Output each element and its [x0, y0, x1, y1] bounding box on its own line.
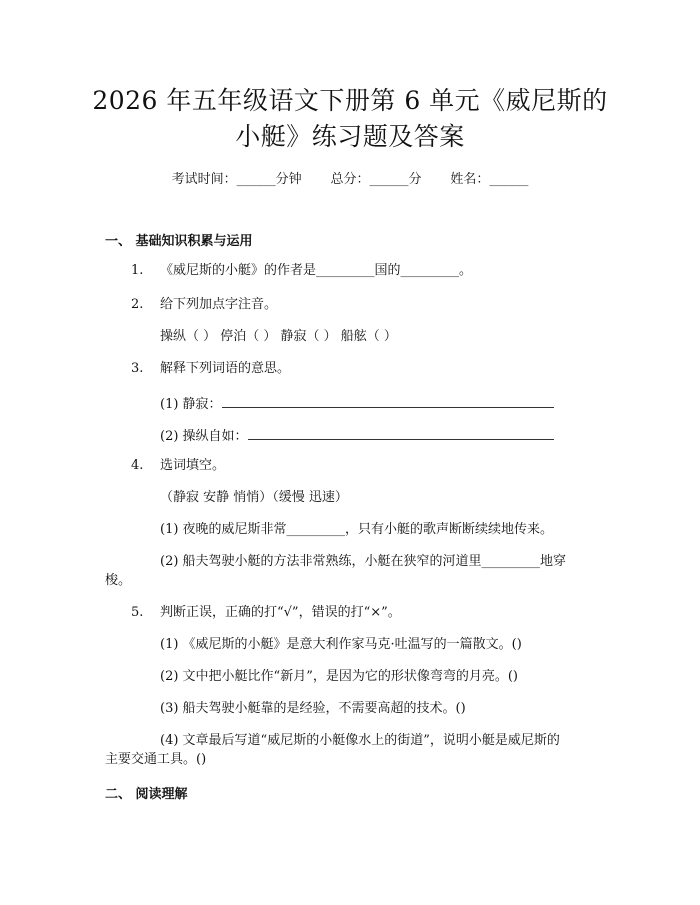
page-title-line1: 2026 年五年级语文下册第 6 单元《威尼斯的: [92, 86, 608, 115]
exam-meta-info: 考试时间：______分钟 总分：______分 姓名：______: [171, 172, 529, 187]
question-5-text: 判断正误，正确的打“√”，错误的打“×”。: [160, 605, 401, 620]
page-title-line2: 小艇》练习题及答案: [235, 122, 465, 151]
question-4-options: （静寂 安静 悄悄）（缓慢 迅速）: [160, 490, 348, 505]
answer-blank[interactable]: [222, 393, 554, 408]
question-number-1: 1.: [131, 263, 144, 278]
question-5-sub2: (2) 文中把小艇比作“新月”，是因为它的形状像弯弯的月亮。(): [160, 669, 518, 684]
question-number-4: 4.: [131, 458, 144, 473]
question-number-3: 3.: [131, 361, 144, 376]
question-number-5: 5.: [131, 605, 144, 620]
section-heading-reading: 二、 阅读理解: [105, 787, 188, 802]
question-3-sub1-label: (1) 静寂：: [160, 397, 222, 412]
question-3-sub1: [160, 393, 554, 414]
question-4-sub1: (1) 夜晚的威尼斯非常_________，只有小艇的歌声断断续续地传来。: [160, 522, 554, 537]
question-2-text: 给下列加点字注音。: [160, 297, 278, 312]
question-5-sub1: (1) 《威尼斯的小艇》是意大利作家马克·吐温写的一篇散文。(): [160, 637, 522, 652]
question-number-2: 2.: [131, 297, 144, 312]
question-5-sub4-line1: (4) 文章最后写道“威尼斯的小艇像水上的街道”，说明小艇是威尼斯的: [160, 733, 560, 748]
question-5-sub4-line2: 主要交通工具。(): [105, 752, 207, 767]
question-3-sub2-label: (2) 操纵自如：: [160, 429, 248, 444]
section-heading-basics: 一、 基础知识积累与运用: [105, 234, 253, 249]
question-5-sub3: (3) 船夫驾驶小艇靠的是经验，不需要高超的技术。(): [160, 701, 466, 716]
question-1-text: 《威尼斯的小艇》的作者是_________国的_________。: [160, 263, 473, 278]
question-3-text: 解释下列词语的意思。: [160, 361, 291, 376]
question-4-text: 选词填空。: [160, 458, 226, 473]
question-4-sub2-line2: 梭。: [105, 573, 132, 588]
answer-blank[interactable]: [248, 425, 554, 440]
question-2-items: 操纵（ ） 停泊（ ） 静寂（ ） 船舷（ ）: [160, 329, 397, 344]
question-4-sub2-line1: (2) 船夫驾驶小艇的方法非常熟练，小艇在狭窄的河道里_________地穿: [160, 554, 567, 569]
question-3-sub2: [160, 425, 554, 446]
